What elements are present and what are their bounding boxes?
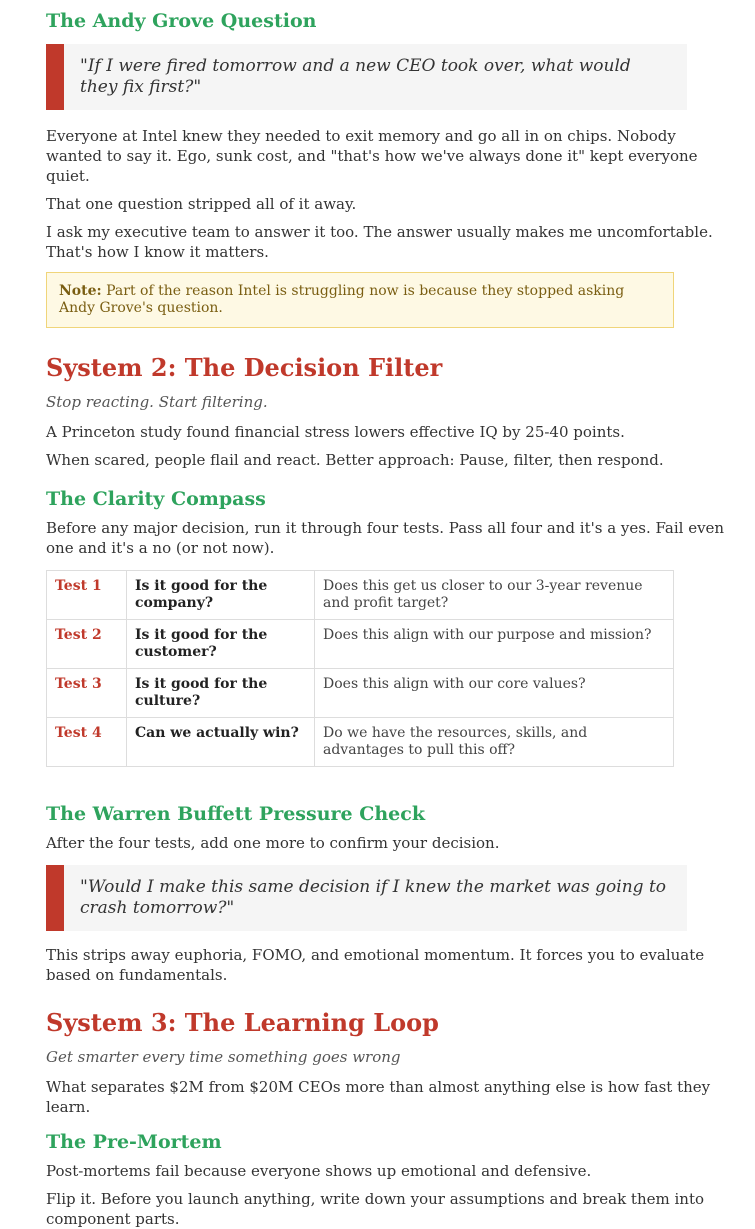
table-row: [47, 718, 674, 767]
intel-note-callout: [46, 272, 674, 328]
note-label: Note:: [59, 283, 102, 299]
system-2-subtitle: Stop reacting. Start filtering.: [46, 393, 268, 411]
clarity-compass-intro: Before any major decision, run it through four tests. Pass all four and it's a yes. Fail even one and it's a no (or not now).: [46, 519, 725, 557]
system-2-paragraph-2: When scared, people flail and react. Better approach: Pause, filter, then respond.: [46, 451, 664, 469]
test-question: Is it good for the culture?: [127, 669, 315, 718]
test-label: Test 1: [47, 571, 127, 620]
system-2-heading: System 2: The Decision Filter: [46, 353, 443, 382]
note-text: Part of the reason Intel is struggling now is because they stopped asking Andy Grove's question.: [59, 283, 625, 316]
table-row: [47, 620, 674, 669]
test-description: Does this align with our purpose and mission?: [315, 620, 674, 669]
andy-grove-paragraph-2: That one question stripped all of it away.: [46, 195, 357, 213]
pre-mortem-paragraph-2: Flip it. Before you launch anything, write down your assumptions and break them into component parts.: [46, 1190, 705, 1228]
system-3-paragraph: What separates $2M from $20M CEOs more than almost anything else is how fast they learn.: [46, 1078, 711, 1116]
andy-grove-quote: "If I were fired tomorrow and a new CEO took over, what would they fix first?": [46, 44, 687, 110]
andy-grove-paragraph-1: Everyone at Intel knew they needed to exit memory and go all in on chips. Nobody wanted to say it. Ego, sunk cost, and "that's how we've always done it" kept everyone quiet.: [46, 127, 698, 185]
test-label: Test 2: [47, 620, 127, 669]
buffett-paragraph: This strips away euphoria, FOMO, and emotional momentum. It forces you to evaluate based on fundamentals.: [46, 946, 705, 984]
buffett-intro: After the four tests, add one more to confirm your decision.: [46, 834, 500, 852]
test-description: Does this get us closer to our 3-year revenue and profit target?: [315, 571, 674, 620]
test-label: Test 4: [47, 718, 127, 767]
andy-grove-paragraph-3: I ask my executive team to answer it too. The answer usually makes me uncomfortable. That's how I know it matters.: [46, 223, 713, 261]
table-row: [47, 669, 674, 718]
test-question: Can we actually win?: [127, 718, 315, 767]
buffett-heading: The Warren Buffett Pressure Check: [46, 803, 425, 825]
test-question: Is it good for the customer?: [127, 620, 315, 669]
pre-mortem-heading: The Pre-Mortem: [46, 1131, 222, 1153]
system-3-subtitle: Get smarter every time something goes wrong: [46, 1048, 401, 1066]
andy-grove-heading: The Andy Grove Question: [46, 10, 317, 32]
system-3-heading: System 3: The Learning Loop: [46, 1008, 439, 1037]
pre-mortem-paragraph-1: Post-mortems fail because everyone shows up emotional and defensive.: [46, 1162, 592, 1180]
table-row: [47, 571, 674, 620]
test-description: Do we have the resources, skills, and advantages to pull this off?: [315, 718, 674, 767]
system-2-paragraph-1: A Princeton study found financial stress lowers effective IQ by 25-40 points.: [46, 423, 625, 441]
test-label: Test 3: [47, 669, 127, 718]
test-question: Is it good for the company?: [127, 571, 315, 620]
buffett-quote: "Would I make this same decision if I knew the market was going to crash tomorrow?": [46, 865, 687, 931]
test-description: Does this align with our core values?: [315, 669, 674, 718]
clarity-compass-table: [46, 570, 674, 767]
clarity-compass-heading: The Clarity Compass: [46, 488, 266, 510]
